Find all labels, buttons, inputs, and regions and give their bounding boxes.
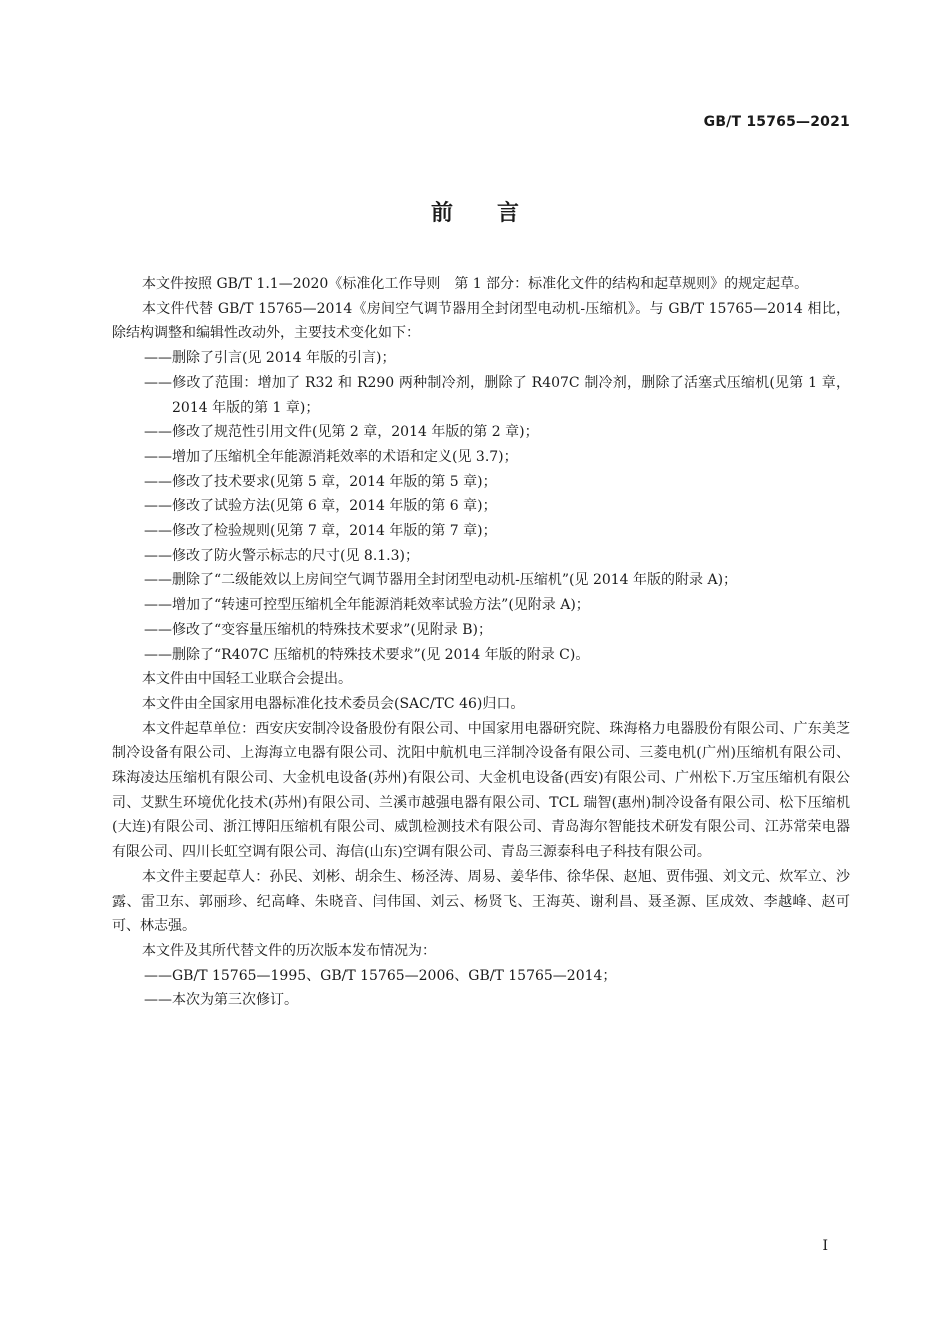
paragraph: 本文件起草单位：西安庆安制冷设备股份有限公司、中国家用电器研究院、珠海格力电器股份有限公司、广东美芝制冷设备有限公司、上海海立电器有限公司、沈阳中航机电三洋制冷设备有限公司、三菱电机(广州)压缩机有限公司、珠海凌达压缩机有限公司、大金机电设备(苏州)有限公司、大金机电设备(西安)有限公司、广州松下.万宝压缩机有限公司、艾默生环境优化技术(苏州)有限公司、兰溪市越强电器有限公司、TCL 瑞智(惠州)制冷设备有限公司、松下压缩机(大连)有限公司、浙江博阳压缩机有限公司、威凯检测技术有限公司、青岛海尔智能技术研发有限公司、江苏常荣电器有限公司、四川长虹空调有限公司、海信(山东)空调有限公司、青岛三源泰科电子科技有限公司。 xyxy=(112,720,850,861)
list-item: ——增加了压缩机全年能源消耗效率的术语和定义(见 3.7)； xyxy=(144,448,518,465)
list-item: ——删除了“二级能效以上房间空气调节器用全封闭型电动机-压缩机”(见 2014 年版的附录 A)； xyxy=(144,572,738,589)
paragraph: 本文件由全国家用电器标准化技术委员会(SAC/TC 46)归口。 xyxy=(142,695,525,712)
list-item: ——修改了防火警示标志的尺寸(见 8.1.3)； xyxy=(144,547,419,564)
page-number: I xyxy=(822,1238,828,1254)
list-item: ——修改了规范性引用文件(见第 2 章，2014 年版的第 2 章)； xyxy=(144,424,539,441)
list-item: ——修改了技术要求(见第 5 章，2014 年版的第 5 章)； xyxy=(144,473,497,490)
paragraph: 本文件代替 GB/T 15765—2014《房间空气调节器用全封闭型电动机-压缩机》。与 GB/T 15765—2014 相比，除结构调整和编辑性改动外，主要技术变化如下： xyxy=(112,300,850,342)
paragraph: 本文件按照 GB/T 1.1—2020《标准化工作导则 第 1 部分：标准化文件的结构和起草规则》的规定起草。 xyxy=(142,276,809,292)
list-item: ——删除了“R407C 压缩机的特殊技术要求”(见 2014 年版的附录 C)。 xyxy=(144,646,590,663)
document-code: GB/T 15765—2021 xyxy=(703,114,850,130)
paragraph: 本文件主要起草人：孙民、刘彬、胡余生、杨泾涛、周易、姜华伟、徐华保、赵旭、贾伟强、刘文元、炊军立、沙露、雷卫东、郭丽珍、纪高峰、朱晓音、闫伟国、刘云、杨贤飞、王海英、谢利昌、聂圣源、匡成效、李越峰、赵可可、林志强。 xyxy=(112,868,850,935)
list-item: ——修改了“变容量压缩机的特殊技术要求”(见附录 B)； xyxy=(144,621,492,638)
list-item: ——增加了“转速可控型压缩机全年能源消耗效率试验方法”(见附录 A)； xyxy=(144,597,590,614)
paragraph: 本文件由中国轻工业联合会提出。 xyxy=(142,671,352,688)
list-item: ——本次为第三次修订。 xyxy=(144,992,298,1009)
list-item: ——GB/T 15765—1995、GB/T 15765—2006、GB/T 15765—2014； xyxy=(144,967,617,984)
list-item: ——修改了范围：增加了 R32 和 R290 两种制冷剂，删除了 R407C 制冷剂，删除了活塞式压缩机(见第 1 章，2014 年版的第 1 章)； xyxy=(144,374,850,416)
list-item: ——修改了检验规则(见第 7 章，2014 年版的第 7 章)； xyxy=(144,523,497,540)
document-body xyxy=(112,272,850,1013)
page-title: 前言 xyxy=(430,201,563,226)
list-item: ——修改了试验方法(见第 6 章，2014 年版的第 6 章)； xyxy=(144,498,497,515)
paragraph: 本文件及其所代替文件的历次版本发布情况为： xyxy=(142,942,436,959)
list-item: ——删除了引言(见 2014 年版的引言)； xyxy=(144,350,396,367)
